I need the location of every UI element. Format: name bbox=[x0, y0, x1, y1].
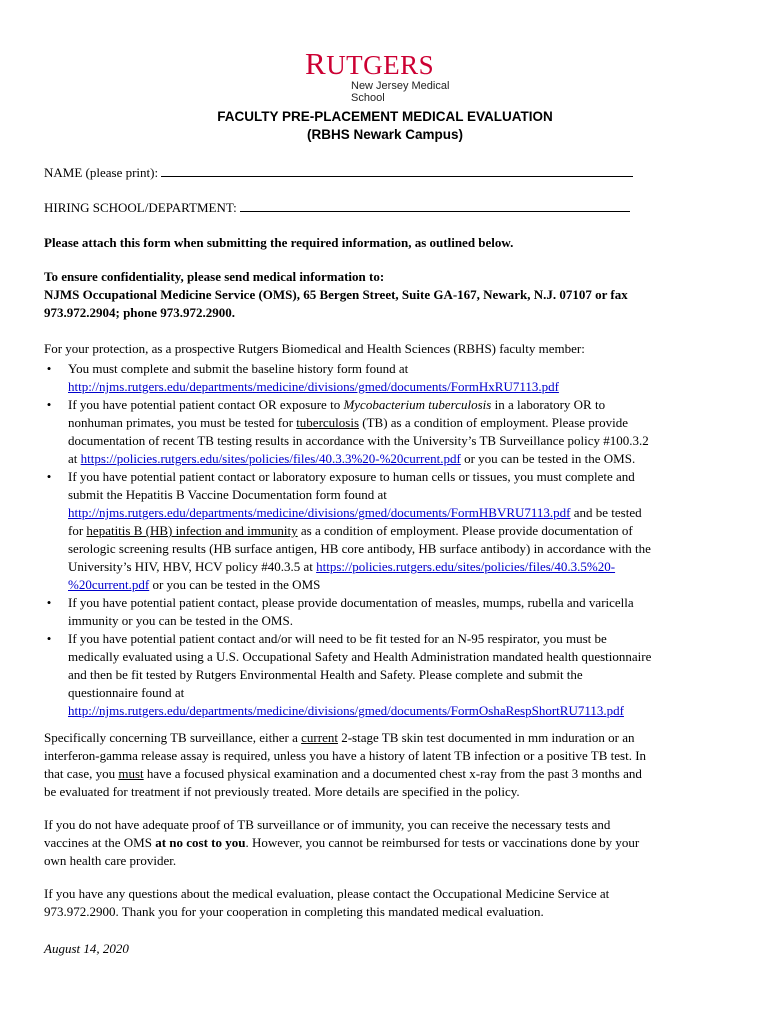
list-item-text: You must complete and submit the baseline history form found at bbox=[68, 361, 409, 376]
bullet-icon: • bbox=[46, 595, 52, 610]
bullet-icon: • bbox=[46, 469, 52, 484]
list-item-text: submit the Hepatitis B Vaccine Documentation form found at bbox=[68, 487, 387, 502]
list-item-text: nonhuman primates, you must be tested for tuberculosis (TB) as a condition of employment. Please provide bbox=[68, 415, 628, 430]
confidentiality-line-1: To ensure confidentiality, please send medical information to: bbox=[44, 269, 385, 284]
list-item-text: If you have potential patient contact, please provide documentation of measles, mumps, rubella and varicella bbox=[68, 595, 634, 610]
history-form-link[interactable]: http://njms.rutgers.edu/departments/medicine/divisions/gmed/documents/FormHxRU7113.pdf bbox=[68, 379, 559, 394]
intro-text: For your protection, as a prospective Rutgers Biomedical and Health Sciences (RBHS) faculty member: bbox=[44, 341, 585, 356]
osha-questionnaire-link[interactable]: http://njms.rutgers.edu/departments/medicine/divisions/gmed/documents/FormOshaRespShortRU7113.pdf bbox=[68, 703, 624, 718]
list-item-text: If you have potential patient contact and/or will need to be fit tested for an N-95 respirator, you must be bbox=[68, 631, 607, 646]
name-field-row bbox=[44, 164, 724, 182]
attach-instruction: Please attach this form when submitting the required information, as outlined below. bbox=[44, 235, 514, 250]
list-item-text: and then be fit tested by Rutgers Environmental Health and Safety. Please complete and submit the bbox=[68, 667, 583, 682]
tb-policy-link[interactable]: https://policies.rutgers.edu/sites/policies/files/40.3.3%20-%20current.pdf bbox=[80, 451, 461, 466]
form-subtitle: (RBHS Newark Campus) bbox=[306, 127, 464, 142]
confidentiality-line-2: NJMS Occupational Medicine Service (OMS), 65 Bergen Street, Suite GA-167, Newark, N.J. 07107 or fax bbox=[44, 287, 628, 302]
hiv-policy-link-continued[interactable]: %20current.pdf bbox=[68, 577, 150, 592]
list-item-text: immunity or you can be tested in the OMS. bbox=[68, 613, 293, 628]
school-name: New Jersey Medical School bbox=[351, 80, 450, 104]
requirements-list bbox=[44, 360, 726, 720]
list-item bbox=[44, 468, 726, 594]
tb-surveillance-paragraph: Specifically concerning TB surveillance, either a current 2-stage TB skin test documented in mm induration or an interferon-gamma release assay is required, unless you have a history of latent TB infection or a positive TB test. In that case, you must have a focused physical examination and a documented chest x-ray from the past 3 months and be evaluated for treatment if not previously treated. More details are specified in the policy. bbox=[44, 730, 647, 799]
hepatitis-form-link[interactable]: http://njms.rutgers.edu/departments/medicine/divisions/gmed/documents/FormHBVRU7113.pdf bbox=[68, 505, 571, 520]
hiv-policy-link[interactable]: https://policies.rutgers.edu/sites/policies/files/40.3.5%20- bbox=[316, 559, 616, 574]
department-label: HIRING SCHOOL/DEPARTMENT: bbox=[44, 200, 237, 215]
cost-paragraph: If you do not have adequate proof of TB surveillance or of immunity, you can receive the necessary tests and vaccines at the OMS at no cost to you. However, you cannot be reimbursed for tests or vaccinations done by your own health care provider. bbox=[44, 817, 640, 868]
list-item-text: medically evaluated using a U.S. Occupational Safety and Health Administration mandated health questionnaire bbox=[68, 649, 652, 664]
list-item-text: If you have potential patient contact OR exposure to Mycobacterium tuberculosis in a laboratory OR to bbox=[68, 397, 606, 412]
confidentiality-line-3: 973.972.2904; phone 973.972.2900. bbox=[44, 305, 236, 320]
list-item-text: %20current.pdf or you can be tested in the OMS bbox=[68, 577, 321, 592]
department-field-row bbox=[44, 199, 724, 217]
list-item-text: questionnaire found at bbox=[68, 685, 185, 700]
department-input-line[interactable] bbox=[240, 199, 630, 212]
list-item-text: University’s HIV, HBV, HCV policy #40.3.5 at https://policies.rutgers.edu/sites/policies/files/40.3.5%20- bbox=[68, 559, 616, 574]
list-item-text: for hepatitis B (HB) infection and immunity as a condition of employment. Please provide documentation of bbox=[68, 523, 633, 538]
contact-paragraph: If you have any questions about the medical evaluation, please contact the Occupational Medicine Service at 973.972.2900. Thank you for your cooperation in completing this mandated medical evaluation. bbox=[44, 886, 610, 919]
list-item-text: documentation of recent TB testing results in accordance with the University’s TB Surveillance policy #100.3.2 bbox=[68, 433, 649, 448]
bullet-icon: • bbox=[46, 361, 52, 376]
list-item bbox=[44, 630, 726, 720]
rutgers-wordmark: RUTGERS bbox=[305, 46, 435, 81]
list-item-text: at https://policies.rutgers.edu/sites/policies/files/40.3.3%20-%20current.pdf or you can be tested in the OMS. bbox=[68, 451, 636, 466]
list-item bbox=[44, 396, 726, 468]
rutgers-logo bbox=[305, 46, 475, 104]
document-date: August 14, 2020 bbox=[44, 941, 129, 956]
list-item-text: serologic screening results (HB surface antigen, HB core antibody, HB surface antibody) in accordance with the bbox=[68, 541, 651, 556]
form-title: FACULTY PRE-PLACEMENT MEDICAL EVALUATION bbox=[217, 109, 553, 124]
confidentiality-block bbox=[44, 268, 724, 322]
bullet-icon: • bbox=[46, 397, 52, 412]
list-item-text: If you have potential patient contact or laboratory exposure to human cells or tissues, you must complete and bbox=[68, 469, 635, 484]
name-label: NAME (please print): bbox=[44, 165, 159, 180]
name-input-line[interactable] bbox=[161, 164, 633, 177]
list-item bbox=[44, 594, 726, 630]
list-item-text: http://njms.rutgers.edu/departments/medicine/divisions/gmed/documents/FormHBVRU7113.pdf and be tested bbox=[68, 505, 642, 520]
list-item bbox=[44, 360, 726, 396]
bullet-icon: • bbox=[46, 631, 52, 646]
